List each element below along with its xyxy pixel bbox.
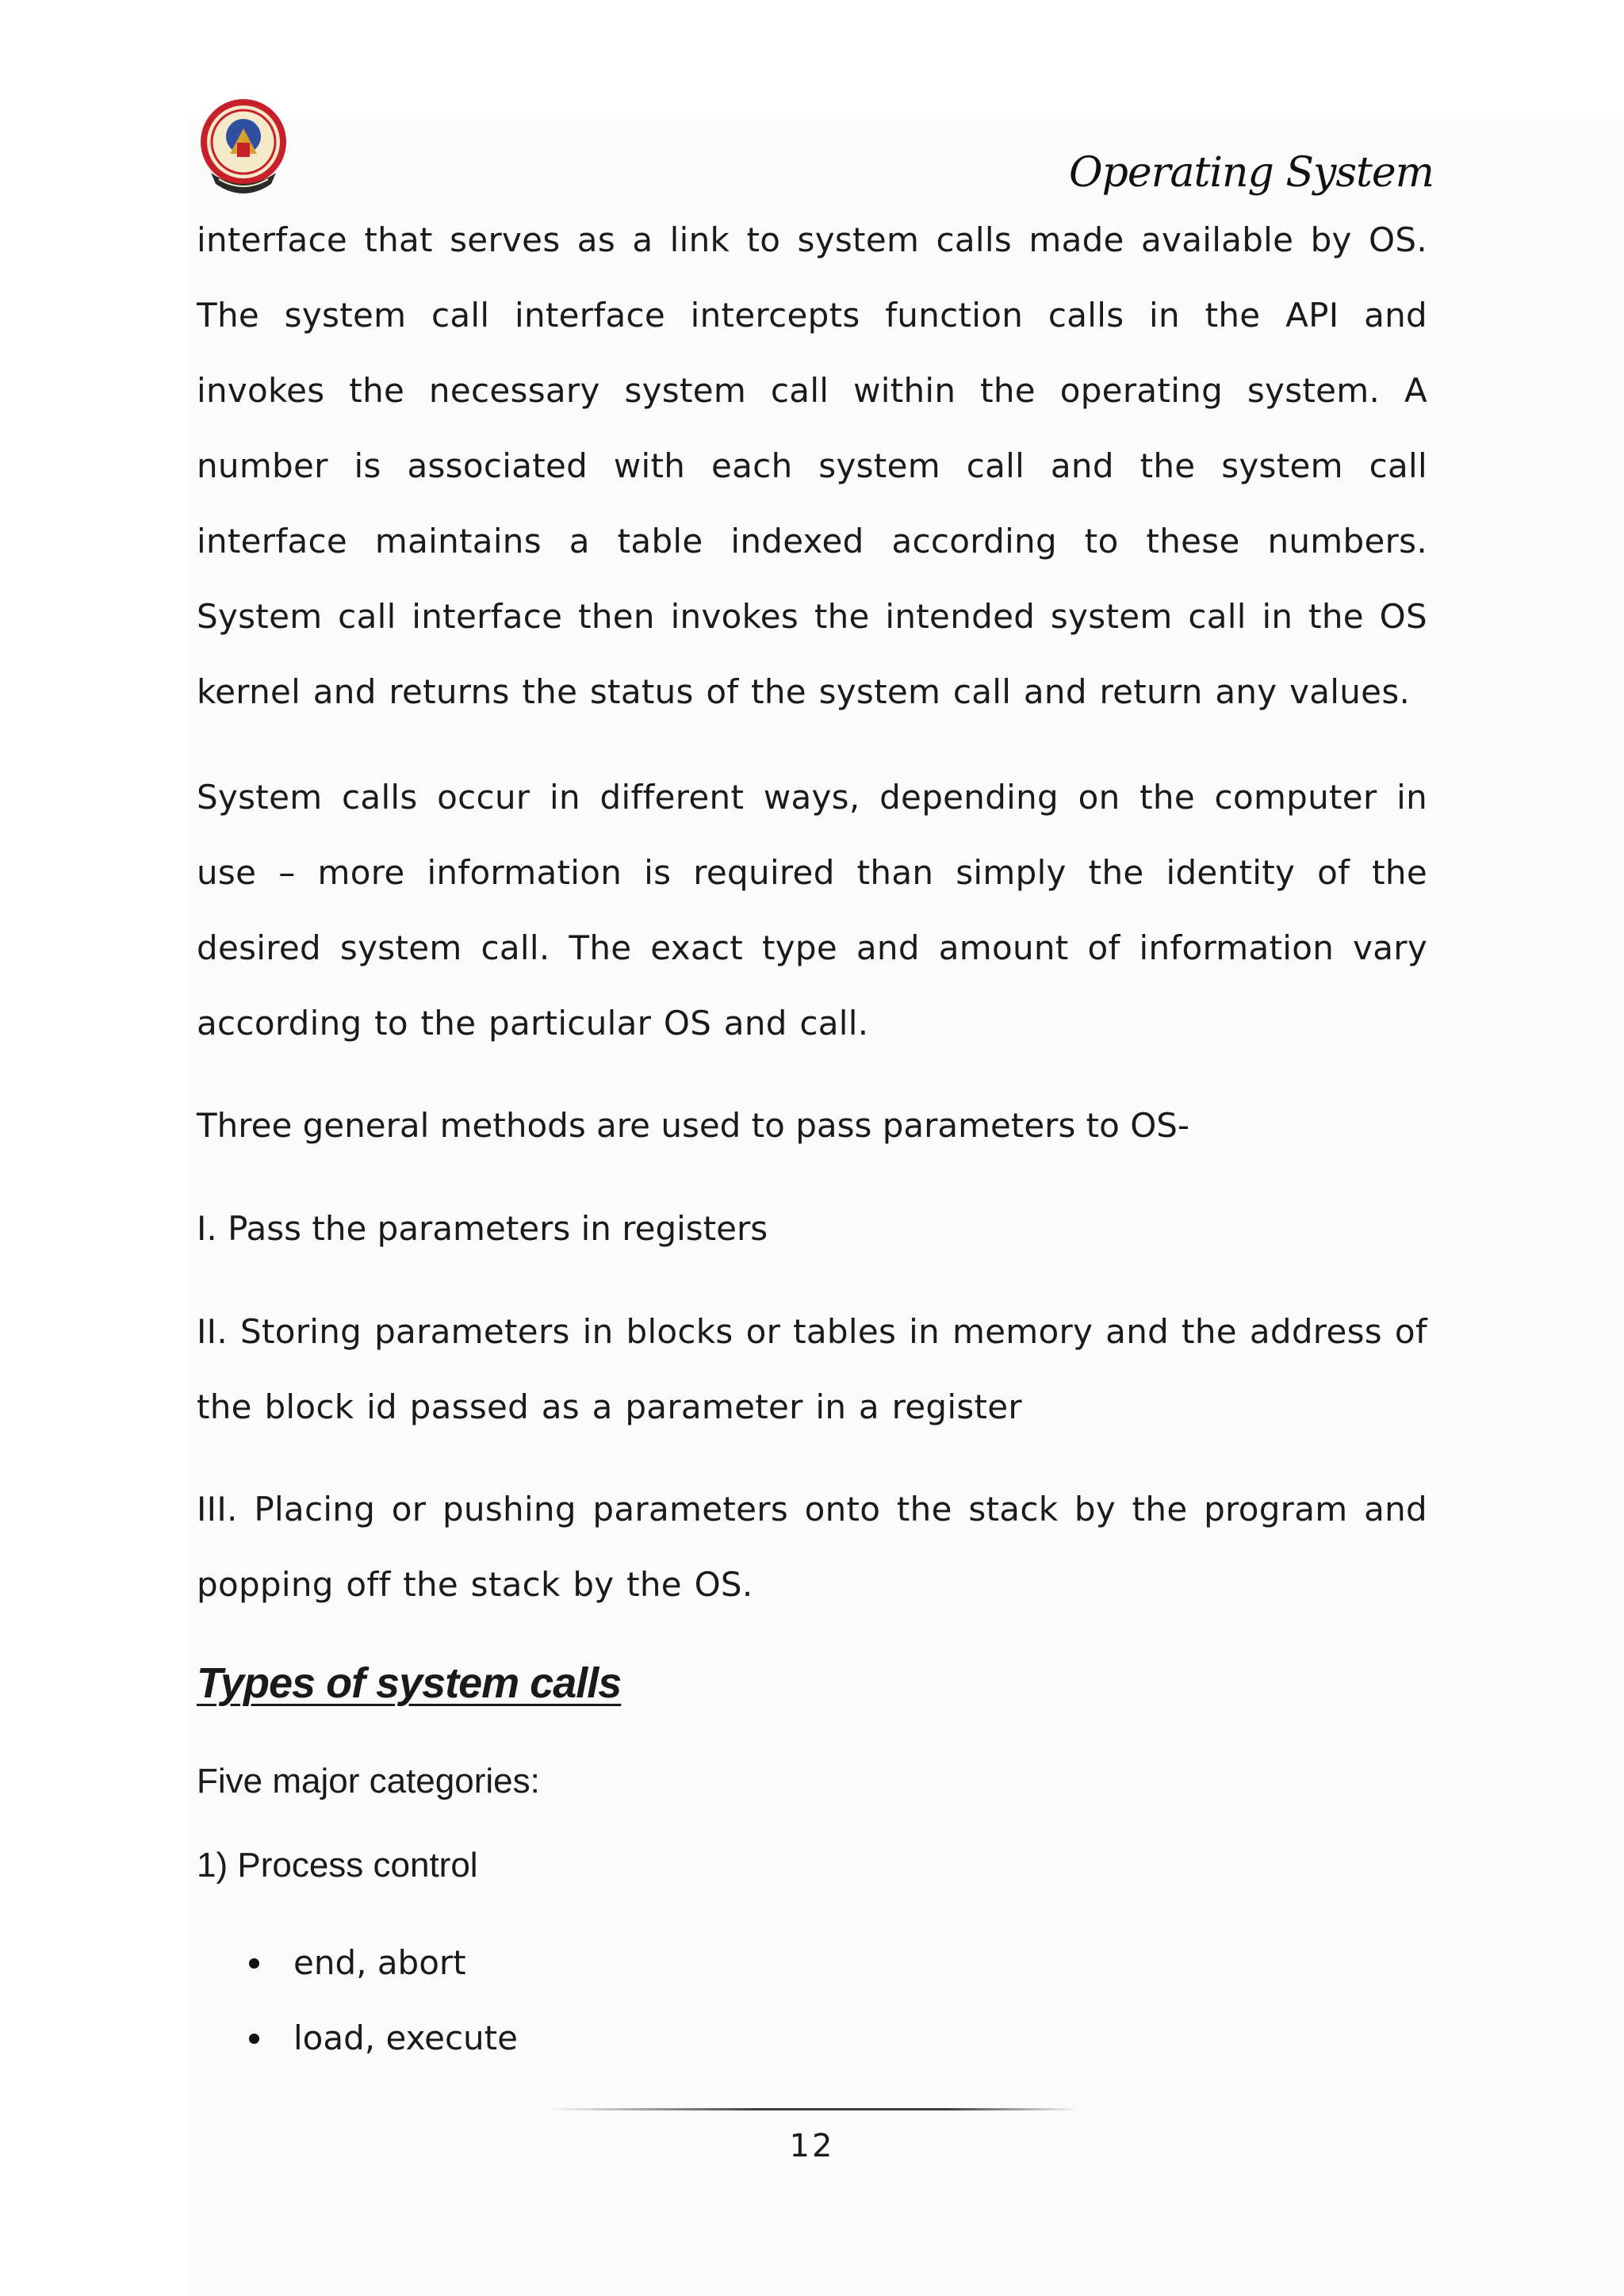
footer-divider [547,2108,1078,2110]
paragraph-parameter-methods-intro: Three general methods are used to pass parameters to OS- [197,1106,1190,1145]
paragraph-system-call-ways: System calls occur in different ways, depending on the computer in use – more information is required than simply the identity of the desired system call. The exact type and amount of information vary according to the particular OS and call. [197,778,1427,1043]
page-number: 12 [789,2128,835,2164]
bullet-icon [249,1958,259,1969]
list-item [238,1925,518,2000]
categories-label: Five major categories: [197,1762,540,1800]
method-item-registers: I. Pass the parameters in registers [197,1209,768,1248]
method-item-blocks: II. Storing parameters in blocks or tables in memory and the address of the block id passed as a parameter in a register [197,1312,1427,1426]
process-control-list [238,1925,518,2076]
paragraph-system-call-interface: interface that serves as a link to system calls made available by OS. The system call interface intercepts function calls in the API and invokes the necessary system call within the operating system. A number is associated with each system call and the system call interface maintains a table indexed according to these numbers. System call interface then invokes the intended system call in the OS kernel and returns the status of the system call and return any values. [197,220,1427,711]
method-item-stack: III. Placing or pushing parameters onto the stack by the program and popping off the stack by the OS. [197,1490,1427,1604]
header-title: Operating System [1068,149,1434,197]
institution-seal-icon [198,97,289,201]
list-item-label: end, abort [293,1943,466,1982]
list-item [238,2000,518,2076]
list-item-label: load, execute [293,2019,518,2057]
category-title-process-control: 1) Process control [197,1846,478,1885]
bullet-icon [249,2034,259,2044]
section-heading-types: Types of system calls [197,1659,622,1707]
